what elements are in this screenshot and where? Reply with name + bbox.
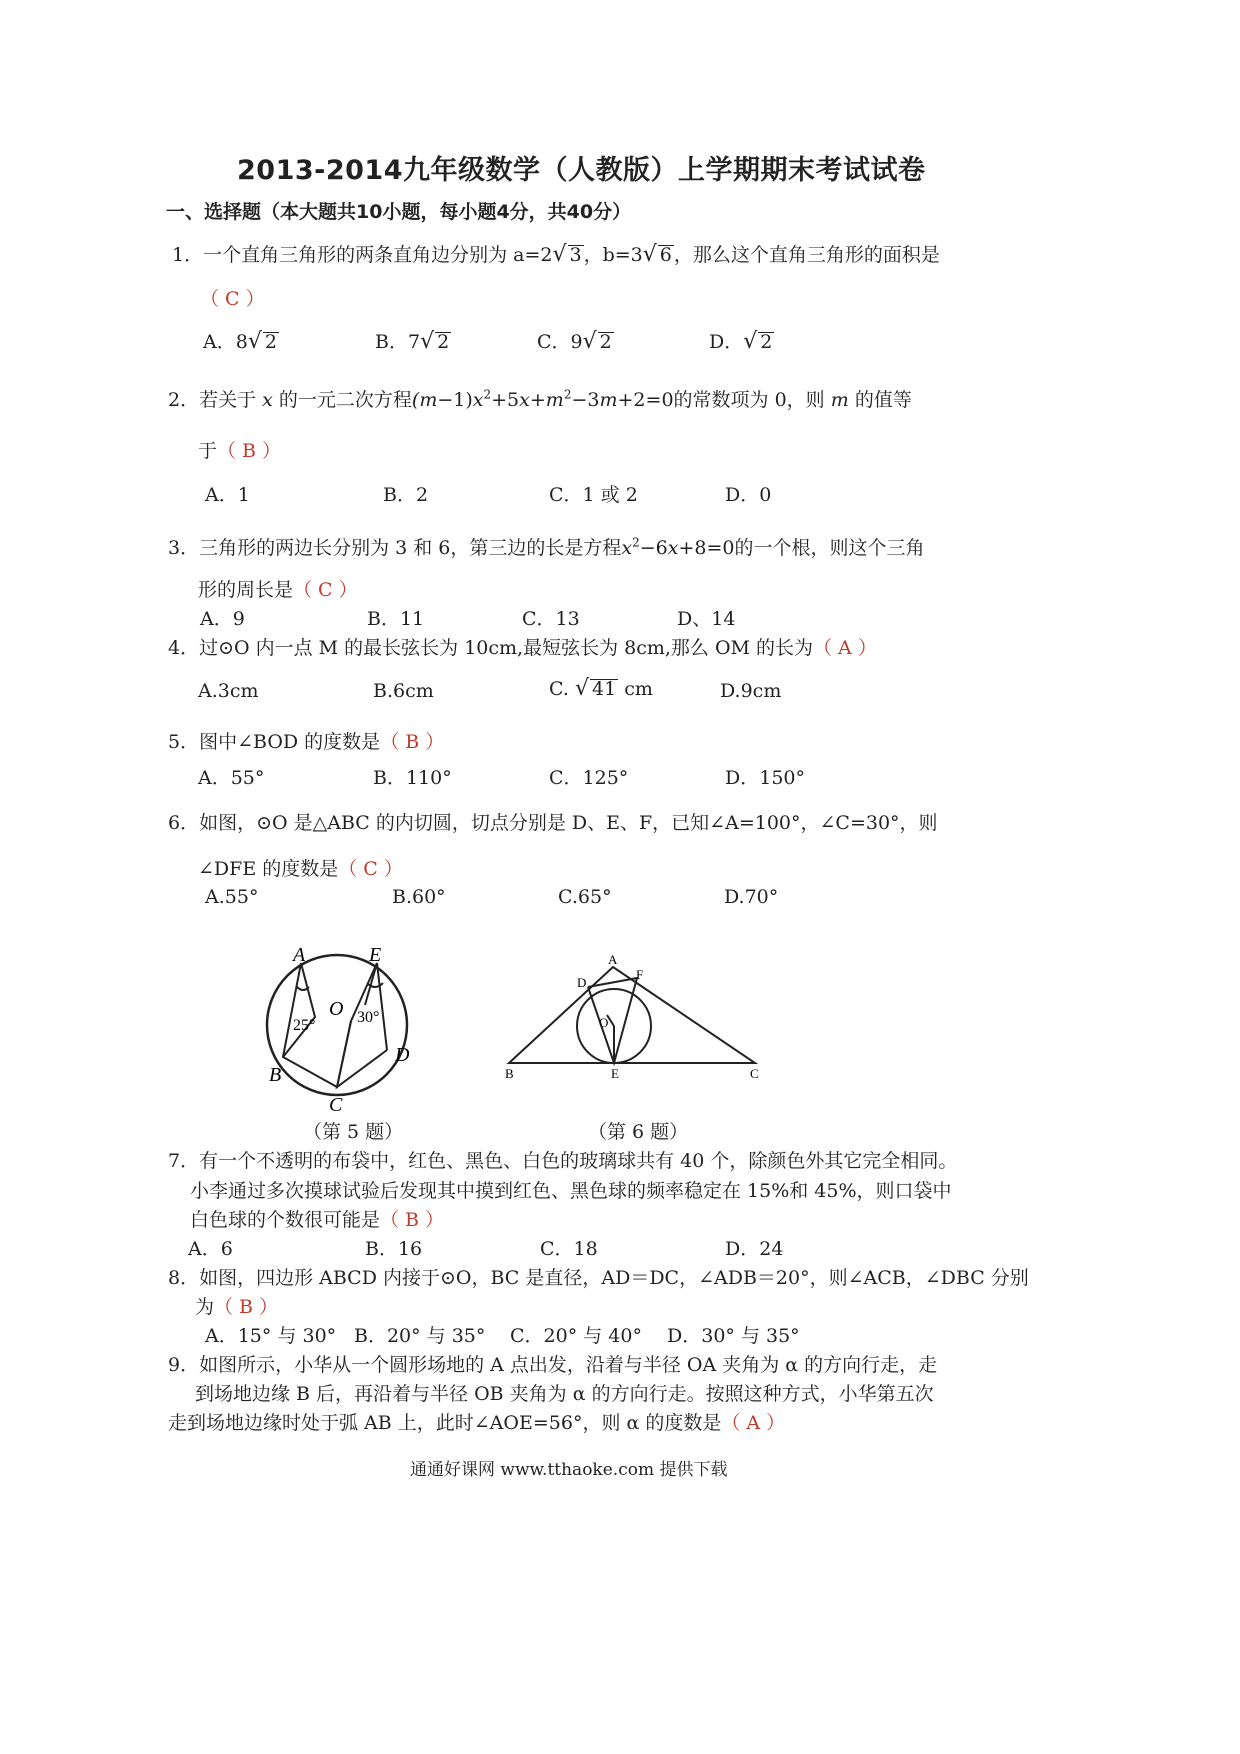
q5-option-d: D．150° xyxy=(725,767,805,789)
q4-text: 4．过⊙O 内一点 M 的最长弦长为 10cm,最短弦长为 8cm,那么 OM 的长为 xyxy=(168,637,814,659)
sqrt-sign: √ xyxy=(420,329,435,354)
q2-option-a: A．1 xyxy=(205,484,250,506)
q5-option-b: B．110° xyxy=(373,767,452,789)
sqrt-sign: √ xyxy=(552,242,567,267)
q1-opt-c-label: C．9 xyxy=(537,331,583,353)
q2-option-c: C．1 或 2 xyxy=(549,484,638,506)
q2-line2-text: 于 xyxy=(198,440,218,462)
q1-opt-b-label: B．7 xyxy=(375,331,421,353)
q1-answer: （ C ） xyxy=(200,288,265,310)
q4-option-a: A.3cm xyxy=(198,680,259,702)
q7-option-d: D．24 xyxy=(725,1238,784,1260)
label-e: E xyxy=(369,944,382,966)
q5-option-c: C．125° xyxy=(549,767,629,789)
q8-option-c: C．20° 与 40° xyxy=(510,1325,642,1347)
q4-option-c xyxy=(549,676,653,701)
q1-option-a xyxy=(203,327,279,354)
q5-option-a: A．55° xyxy=(198,767,265,789)
section-heading: 一、选择题（本大题共10小题，每小题4分，共40分） xyxy=(166,201,632,223)
label-c: C xyxy=(329,1094,343,1115)
question-6: 6．如图，⊙O 是△ABC 的内切圆，切点分别是 D、E、F，已知∠A=100°，∠C=30°，则 xyxy=(168,812,938,834)
q3-answer: （ C ） xyxy=(293,579,358,601)
question-9-line-1: 9．如图所示，小华从一个圆形场地的 A 点出发，沿着与半径 OA 夹角为 α 的方向行走，走 xyxy=(168,1354,938,1376)
q2-text-a: 2．若关于 xyxy=(168,389,257,411)
label-e: E xyxy=(611,1066,619,1081)
q3-option-a: A．9 xyxy=(200,608,245,630)
q1-opt-a-label: A．8 xyxy=(203,331,248,353)
q1-opt-d-label: D． xyxy=(709,331,744,353)
q6-option-c: C.65° xyxy=(558,886,612,908)
q2-option-b: B．2 xyxy=(383,484,429,506)
sup-2: 2 xyxy=(483,387,492,402)
question-9-line-2: 到场地边缘 B 后，再沿着与半径 OB 夹角为 α 的方向行走。按照这种方式，小华第五次 xyxy=(195,1383,934,1405)
q6-line2 xyxy=(198,854,403,881)
q1-text-a: 1．一个直角三角形的两条直角边分别为 a=2 xyxy=(172,244,553,266)
q2-text-c: 的常数项为 0，则 xyxy=(673,389,825,411)
q3-option-d: D、14 xyxy=(677,608,736,630)
q1-option-d xyxy=(709,327,774,354)
q4-opt-c-label: C. xyxy=(549,678,569,700)
label-25: 25° xyxy=(293,1017,316,1034)
question-3: 3．三角形的两边长分别为 3 和 6，第三边的长是方程$x^2-6x+8=0$的一个根，则这个三角 xyxy=(168,535,925,559)
q6-line2-text: ∠DFE 的度数是 xyxy=(198,858,339,880)
question-2: 2．若关于 x 的一元二次方程$(m-1)x^2+5x+m^2-3m+2=0$的常数项为 0，则 m 的值等 xyxy=(168,387,912,411)
label-c: C xyxy=(750,1066,759,1081)
question-7-line-3 xyxy=(190,1205,444,1232)
label-30: 30° xyxy=(357,1009,380,1026)
q1-opt-a-radicand: 2 xyxy=(264,331,277,353)
figure-5-caption: （第 5 题） xyxy=(303,1121,404,1143)
q1-text-b: ，b=3 xyxy=(583,244,643,266)
q2-text-b: 的一元二次方程 xyxy=(278,389,412,411)
q2-line2 xyxy=(198,436,281,463)
q2-answer: （ B ） xyxy=(217,440,282,462)
label-f: F xyxy=(636,967,644,982)
q2-equation: (m xyxy=(411,389,438,411)
label-d: D xyxy=(395,1044,410,1066)
question-7-line-1: 7．有一个不透明的布袋中，红色、黑色、白色的玻璃球共有 40 个，除颜色外其它完全相同。 xyxy=(168,1150,958,1172)
question-4 xyxy=(168,633,877,660)
sup-2: 2 xyxy=(632,535,640,550)
q4-opt-c-unit: cm xyxy=(624,678,653,700)
q6-option-d: D.70° xyxy=(724,886,779,908)
q9-line3-text: 走到场地边缘时处于弧 AB 上，此时∠AOE=56°，则 α 的度数是 xyxy=(168,1412,722,1434)
q6-option-a: A.55° xyxy=(205,886,259,908)
q2-text-d: 的值等 xyxy=(854,389,912,411)
q1-opt-d-radicand: 2 xyxy=(760,331,773,353)
sqrt-sign: √ xyxy=(247,329,262,354)
q9-answer: （ A ） xyxy=(721,1412,786,1434)
q1-option-c xyxy=(537,327,614,354)
label-a: A xyxy=(293,944,306,966)
q6-answer: （ C ） xyxy=(338,858,403,880)
sqrt-sign: √ xyxy=(574,676,589,701)
q3-text-b: 的一个根，则这个三角 xyxy=(734,537,925,559)
page-title: 2013-2014九年级数学（人教版）上学期期末考试试卷 xyxy=(237,155,926,186)
label-b: B xyxy=(269,1064,282,1086)
q8-option-a: A．15° 与 30° xyxy=(205,1325,337,1347)
q1-radicand-6: 6 xyxy=(659,244,672,266)
q7-option-c: C．18 xyxy=(540,1238,598,1260)
question-7-line-2: 小李通过多次摸球试验后发现其中摸到红色、黑色球的频率稳定在 15%和 45%，则口袋中 xyxy=(190,1180,952,1202)
question-1 xyxy=(172,240,940,267)
q8-answer: （ B ） xyxy=(214,1296,279,1318)
q7-line3-text: 白色球的个数很可能是 xyxy=(190,1209,381,1231)
sqrt-sign: √ xyxy=(642,242,657,267)
q8-option-d: D．30° 与 35° xyxy=(667,1325,800,1347)
q4-option-d: D.9cm xyxy=(720,680,782,702)
q3-line2-text: 形的周长是 xyxy=(198,579,294,601)
q4-option-b: B.6cm xyxy=(373,680,434,702)
figure-6-diagram xyxy=(495,945,775,1085)
figure-5-diagram xyxy=(255,935,435,1115)
q7-option-b: B．16 xyxy=(365,1238,423,1260)
label-b: B xyxy=(505,1066,514,1081)
label-d: D xyxy=(577,975,587,990)
var-x: x xyxy=(262,389,273,411)
q3-option-c: C．13 xyxy=(522,608,580,630)
label-o: O xyxy=(329,998,344,1020)
q7-option-a: A．6 xyxy=(188,1238,233,1260)
label-a: A xyxy=(608,952,618,967)
var-m: m xyxy=(830,389,849,411)
sqrt-sign: √ xyxy=(743,329,758,354)
question-8-line-1: 8．如图，四边形 ABCD 内接于⊙O，BC 是直径，AD＝DC，∠ADB＝20°，则∠ACB，∠DBC 分别 xyxy=(168,1267,1029,1289)
q7-answer: （ B ） xyxy=(380,1209,445,1231)
q8-line2-text: 为 xyxy=(195,1296,215,1318)
q3-line2 xyxy=(198,575,358,602)
q1-opt-b-radicand: 2 xyxy=(437,331,450,353)
figure-6-caption: （第 6 题） xyxy=(588,1121,689,1143)
q8-option-b: B．20° 与 35° xyxy=(354,1325,486,1347)
sup-2: 2 xyxy=(563,387,572,402)
q5-text: 5．图中∠BOD 的度数是 xyxy=(168,731,381,753)
page-footer: 通通好课网 www.tthaoke.com 提供下载 xyxy=(410,1460,728,1480)
q6-option-b: B.60° xyxy=(392,886,446,908)
q3-option-b: B．11 xyxy=(367,608,425,630)
question-5 xyxy=(168,727,444,754)
q1-opt-c-radicand: 2 xyxy=(599,331,612,353)
q1-text-c: ，那么这个直角三角形的面积是 xyxy=(673,244,940,266)
q1-option-b xyxy=(375,327,451,354)
q3-equation: x xyxy=(621,537,633,559)
q5-answer: （ B ） xyxy=(380,731,445,753)
question-9-line-3 xyxy=(168,1408,785,1435)
q2-option-d: D．0 xyxy=(725,484,772,506)
q4-opt-c-radicand: 41 xyxy=(591,678,617,700)
question-8-line-2 xyxy=(195,1292,278,1319)
sqrt-sign: √ xyxy=(582,329,597,354)
q4-answer: （ A ） xyxy=(813,637,877,659)
q1-radicand-3: 3 xyxy=(569,244,582,266)
q3-text-a: 3．三角形的两边长分别为 3 和 6，第三边的长是方程 xyxy=(168,537,622,559)
label-o: O xyxy=(599,1015,609,1030)
